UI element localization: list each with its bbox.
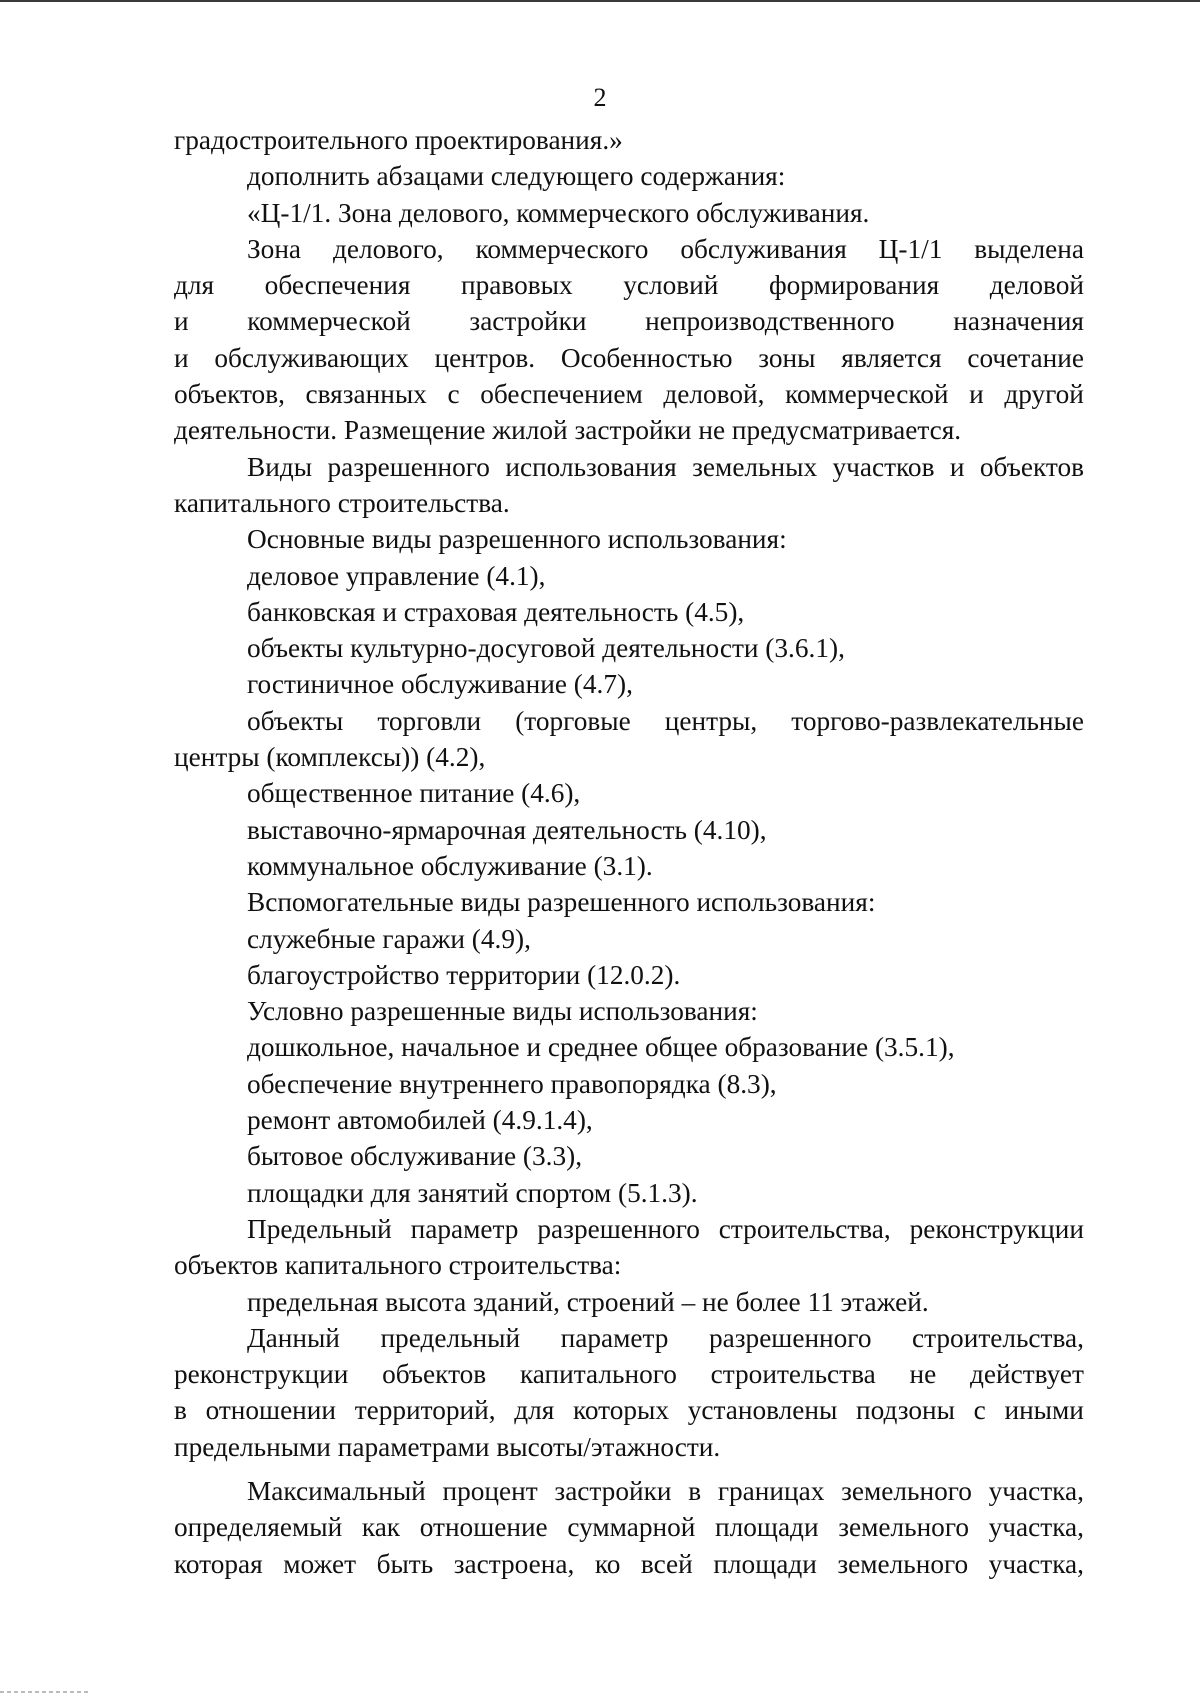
word: отношение: [419, 1512, 548, 1543]
text-line: общественное питание (4.6),: [247, 778, 581, 809]
word: не: [909, 1359, 937, 1390]
word: выделена: [974, 233, 1084, 264]
text-line: предельными параметрами высоты/этажности.: [174, 1431, 721, 1462]
word: подзоны: [856, 1395, 955, 1426]
word: разрешенного: [537, 1213, 700, 1244]
word: и: [174, 342, 189, 373]
word: площади: [713, 1548, 817, 1579]
word: объектов: [382, 1359, 487, 1390]
word: установлены: [687, 1395, 838, 1426]
word: Данный: [247, 1322, 340, 1353]
text-line: банковская и страховая деятельность (4.5),: [247, 596, 745, 627]
word: земельного: [838, 1512, 969, 1543]
word: деловой,: [663, 379, 765, 410]
word: для: [174, 270, 215, 301]
word: строительства,: [912, 1322, 1084, 1353]
word: делового,: [332, 233, 444, 264]
word: другой: [1004, 379, 1084, 410]
word: участка,: [988, 1475, 1084, 1506]
word: (торговые: [515, 705, 631, 736]
word: обеспечением: [480, 379, 643, 410]
text-line: благоустройство территории (12.0.2).: [247, 959, 681, 990]
word: коммерческой: [247, 306, 411, 337]
text-line: объекты культурно-досуговой деятельности (3.6.1),: [247, 633, 845, 664]
word: как: [361, 1512, 401, 1543]
word: застройки: [554, 1475, 672, 1506]
word: и: [174, 306, 189, 337]
text-line: [174, 703, 1084, 739]
text-line: [174, 1320, 1084, 1356]
word: параметр: [560, 1322, 669, 1353]
text-line: деятельности. Размещение жилой застройки не предусматривается.: [174, 415, 962, 446]
word: территорий,: [354, 1395, 496, 1426]
text-line: Основные виды разрешенного использования:: [247, 524, 787, 555]
word: является: [841, 342, 942, 373]
text-line: [174, 1473, 1084, 1509]
word: земельных: [692, 451, 818, 482]
word: объектов: [979, 451, 1084, 482]
text-line: [174, 303, 1084, 339]
text-line: Вспомогательные виды разрешенного использования:: [247, 887, 876, 918]
word: Зона: [247, 233, 302, 264]
scan-edge: [0, 0, 1200, 2]
word: Ц-1/1: [878, 233, 943, 264]
word: связанных: [305, 379, 427, 410]
word: застроена,: [453, 1548, 575, 1579]
word: Особенностью: [560, 342, 733, 373]
word: разрешенного: [327, 451, 490, 482]
text-line: дополнить абзацами следующего содержания:: [247, 161, 786, 192]
word: с: [447, 379, 460, 410]
word: Максимальный: [247, 1475, 426, 1506]
word: ко: [594, 1548, 621, 1579]
word: Виды: [247, 451, 313, 482]
word: с: [973, 1395, 986, 1426]
word: непроизводственного: [645, 306, 895, 337]
word: строительства,: [718, 1213, 891, 1244]
word: участков: [832, 451, 935, 482]
word: обеспечения: [264, 270, 411, 301]
word: назначения: [953, 306, 1084, 337]
text-line: [174, 340, 1084, 376]
word: быть: [376, 1548, 434, 1579]
word: участка,: [988, 1548, 1084, 1579]
word: которая: [174, 1548, 263, 1579]
word: которых: [573, 1395, 670, 1426]
text-line: [174, 1211, 1084, 1247]
text-line: [174, 267, 1084, 303]
text-line: дошкольное, начальное и среднее общее образование (3.5.1),: [247, 1032, 955, 1063]
text-line: [174, 449, 1084, 485]
word: деловой: [989, 270, 1084, 301]
text-line: обеспечение внутреннего правопорядка (8.3),: [247, 1068, 777, 1099]
word: формирования: [768, 270, 940, 301]
text-line: площадки для занятий спортом (5.1.3).: [247, 1177, 698, 1208]
word: участка,: [988, 1512, 1084, 1543]
word: разрешенного: [709, 1322, 872, 1353]
word: торгово-развлекательные: [791, 705, 1084, 736]
text-line: объектов капитального строительства:: [174, 1250, 622, 1281]
word: застройки: [469, 306, 587, 337]
text-line: предельная высота зданий, строений – не более 11 этажей.: [247, 1286, 929, 1317]
text-line: выставочно-ярмарочная деятельность (4.10),: [247, 814, 767, 845]
text-line: коммунальное обслуживание (3.1).: [247, 850, 653, 881]
word: центры,: [664, 705, 758, 736]
word: и: [949, 451, 965, 482]
word: капитального: [519, 1359, 677, 1390]
text-line: бытовое обслуживание (3.3),: [247, 1141, 583, 1172]
text-line: [174, 1392, 1084, 1428]
word: торговли: [377, 705, 482, 736]
word: обслуживающих: [214, 342, 409, 373]
word: в: [174, 1395, 187, 1426]
text-line: капитального строительства.: [174, 487, 510, 518]
text-line: [174, 1509, 1084, 1545]
page-number: 2: [593, 83, 607, 112]
word: и: [969, 379, 984, 410]
word: отношении: [205, 1395, 337, 1426]
word: центров.: [434, 342, 536, 373]
text-line: деловое управление (4.1),: [247, 560, 546, 591]
word: для: [514, 1395, 555, 1426]
text-line: центры (комплексы)) (4.2),: [174, 742, 486, 773]
word: зоны: [758, 342, 816, 373]
word: использования: [505, 451, 677, 482]
document-body: [174, 122, 1084, 1582]
word: объектов,: [174, 379, 285, 410]
word: границах: [717, 1475, 825, 1506]
word: в: [688, 1475, 702, 1506]
text-line: градостроительного проектирования.»: [174, 125, 623, 155]
word: правовых: [461, 270, 573, 301]
word: реконструкции: [909, 1213, 1084, 1244]
text-line: «Ц-1/1. Зона делового, коммерческого обслуживания.: [247, 197, 870, 228]
word: определяемый: [174, 1512, 343, 1543]
word: всей: [640, 1548, 693, 1579]
text-line: [174, 1546, 1084, 1582]
word: суммарной: [567, 1512, 696, 1543]
word: условий: [623, 270, 719, 301]
word: объекты: [247, 705, 344, 736]
word: иными: [1004, 1395, 1084, 1426]
word: действует: [970, 1359, 1084, 1390]
scan-mark: [0, 1691, 90, 1693]
text-line: Условно разрешенные виды использования:: [247, 996, 758, 1027]
word: процент: [442, 1475, 538, 1506]
word: строительства: [710, 1359, 876, 1390]
word: предельный: [380, 1322, 521, 1353]
word: коммерческой: [785, 379, 949, 410]
word: коммерческого: [475, 233, 649, 264]
text-line: служебные гаражи (4.9),: [247, 923, 531, 954]
word: площади: [715, 1512, 819, 1543]
text-line: гостиничное обслуживание (4.7),: [247, 669, 633, 700]
word: земельного: [837, 1548, 969, 1579]
text-line: [174, 1356, 1084, 1392]
word: земельного: [841, 1475, 972, 1506]
word: сочетание: [967, 342, 1084, 373]
word: Предельный: [247, 1213, 392, 1244]
word: параметр: [410, 1213, 519, 1244]
text-line: [174, 376, 1084, 412]
word: обслуживания: [680, 233, 847, 264]
word: реконструкции: [174, 1359, 349, 1390]
text-line: ремонт автомобилей (4.9.1.4),: [247, 1105, 593, 1136]
text-line: [174, 231, 1084, 267]
word: может: [283, 1548, 357, 1579]
